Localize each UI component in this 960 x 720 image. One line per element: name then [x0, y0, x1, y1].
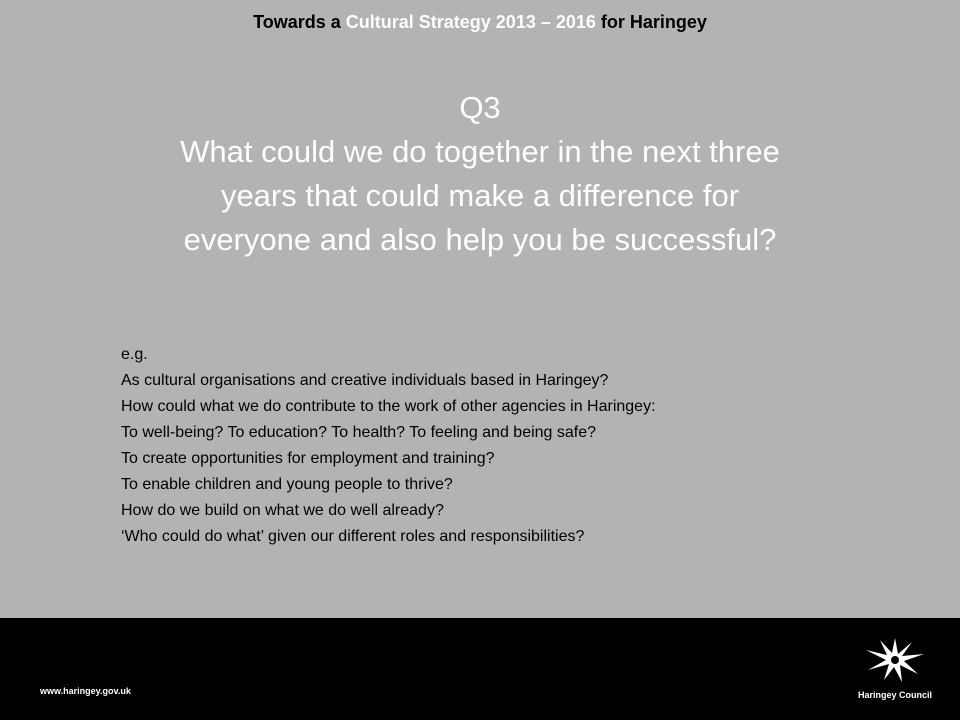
logo-text: Haringey Council [857, 690, 932, 700]
haringey-star-logo-icon [862, 634, 928, 684]
footer-website-link[interactable]: www.haringey.gov.uk [40, 686, 131, 696]
slide-header-title [0, 12, 960, 33]
example-item: To create opportunities for employment and training? [121, 450, 495, 467]
question-line: everyone and also help you be successful? [183, 222, 777, 257]
question-line: years that could make a difference for [220, 178, 740, 213]
question-block [60, 86, 900, 262]
header-title-accent: Cultural Strategy 2013 – 2016 [345, 12, 596, 32]
example-item: To enable children and young people to thrive? [121, 476, 453, 493]
haringey-council-logo [852, 628, 938, 714]
header-title-prefix: Towards a [253, 12, 346, 32]
footer-bar [0, 618, 960, 720]
example-item: ‘Who could do what’ given our different roles and responsibilities? [121, 528, 585, 545]
example-item: How do we build on what we do well already? [121, 502, 444, 519]
example-item: To well-being? To education? To health? To feeling and being safe? [121, 424, 597, 441]
examples-list [121, 342, 881, 550]
question-line: What could we do together in the next three [180, 134, 780, 169]
example-item: As cultural organisations and creative individuals based in Haringey? [121, 372, 609, 389]
example-item: How could what we do contribute to the work of other agencies in Haringey: [121, 398, 656, 415]
examples-heading: e.g. [121, 346, 148, 363]
question-number: Q3 [459, 90, 501, 125]
header-title-suffix: for Haringey [595, 12, 707, 32]
